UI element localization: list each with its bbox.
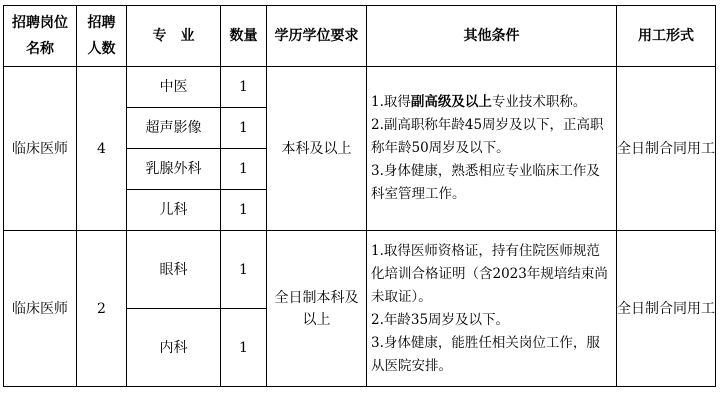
conditions-cell bbox=[367, 67, 617, 231]
table-row bbox=[4, 67, 716, 108]
condition-line: 1.取得医师资格证，持有住院医师规范化培训合格证明（含2023年规培结束尚未取证）。 bbox=[371, 242, 608, 305]
quantity-cell: 1 bbox=[221, 309, 267, 387]
employment-cell: 全日制合同用工 bbox=[617, 231, 716, 387]
table-row bbox=[4, 231, 716, 309]
major-cell: 眼科 bbox=[127, 231, 221, 309]
major-cell: 超声影像 bbox=[127, 108, 221, 149]
quantity-cell: 1 bbox=[221, 67, 267, 108]
header-count: 招聘人数 bbox=[77, 6, 127, 67]
condition-line: 3.身体健康，熟悉相应专业临床工作及科室管理工作。 bbox=[371, 163, 600, 202]
quantity-cell: 1 bbox=[221, 149, 267, 190]
condition-line: 3.身体健康，能胜任相关岗位工作，服从医院安排。 bbox=[371, 334, 600, 374]
header-major: 专 业 bbox=[127, 6, 221, 67]
header-position: 招聘岗位名称 bbox=[4, 6, 77, 67]
quantity-cell: 1 bbox=[221, 190, 267, 231]
major-cell: 乳腺外科 bbox=[127, 149, 221, 190]
count-cell: 4 bbox=[77, 67, 127, 231]
position-cell: 临床医师 bbox=[4, 67, 77, 231]
major-cell: 内科 bbox=[127, 309, 221, 387]
education-cell: 全日制本科及以上 bbox=[267, 231, 367, 387]
count-cell: 2 bbox=[77, 231, 127, 387]
condition-line: 1.取得副高级及以上专业技术职称。 bbox=[371, 94, 587, 110]
header-education: 学历学位要求 bbox=[267, 6, 367, 67]
condition-line: 2.副高职称年龄45周岁及以下，正高职称年龄50周岁及以下。 bbox=[371, 117, 604, 156]
major-cell: 儿科 bbox=[127, 190, 221, 231]
header-row bbox=[4, 6, 716, 67]
header-conditions: 其他条件 bbox=[367, 6, 617, 67]
recruitment-table bbox=[3, 5, 716, 387]
header-quantity: 数量 bbox=[221, 6, 267, 67]
header-employment: 用工形式 bbox=[617, 6, 716, 67]
education-cell: 本科及以上 bbox=[267, 67, 367, 231]
position-cell: 临床医师 bbox=[4, 231, 77, 387]
major-cell: 中医 bbox=[127, 67, 221, 108]
quantity-cell: 1 bbox=[221, 231, 267, 309]
conditions-cell bbox=[367, 231, 617, 387]
quantity-cell: 1 bbox=[221, 108, 267, 149]
condition-line: 2.年龄35周岁及以下。 bbox=[371, 311, 510, 328]
employment-cell: 全日制合同用工 bbox=[617, 67, 716, 231]
